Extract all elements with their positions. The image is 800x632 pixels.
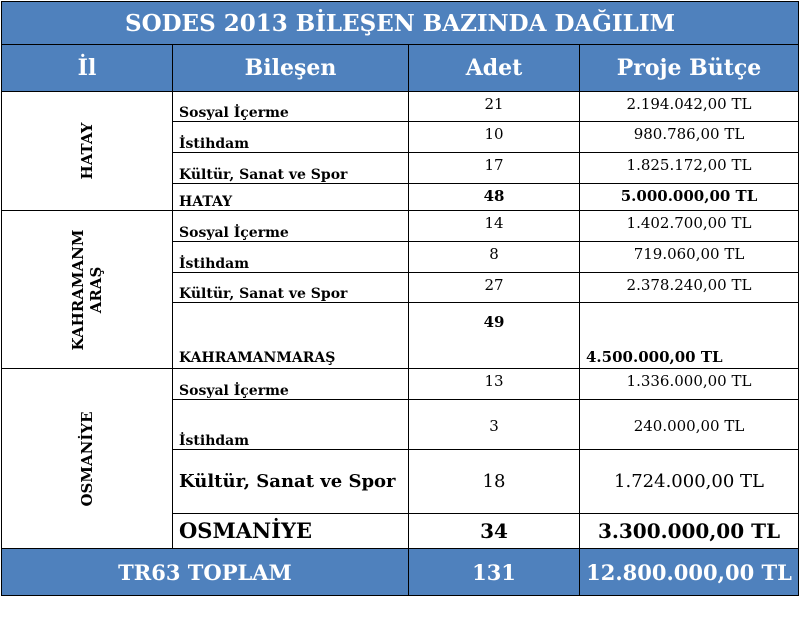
- adet-cell: 13: [409, 369, 580, 400]
- total-butce: 12.800.000,00 TL: [580, 549, 799, 596]
- subtotal-adet: 34: [409, 514, 580, 549]
- subtotal-adet: 48: [409, 184, 580, 211]
- sodes-distribution-table: [1, 1, 799, 596]
- subtotal-butce: 5.000.000,00 TL: [580, 184, 799, 211]
- subtotal-adet: 49: [409, 303, 580, 369]
- butce-cell: 2.378.240,00 TL: [580, 273, 799, 303]
- total-row: [2, 549, 799, 596]
- total-adet: 131: [409, 549, 580, 596]
- table-row: [2, 369, 799, 400]
- butce-cell: 719.060,00 TL: [580, 242, 799, 273]
- subtotal-label: OSMANİYE: [173, 514, 409, 549]
- header-il: İl: [2, 45, 173, 92]
- table-row: [2, 211, 799, 242]
- table-title: SODES 2013 BİLEŞEN BAZINDA DAĞILIM: [2, 2, 799, 45]
- butce-cell: 240.000,00 TL: [580, 400, 799, 450]
- province-label: KAHRAMANM ARAŞ: [69, 229, 105, 350]
- header-bilesen: Bileşen: [173, 45, 409, 92]
- adet-cell: 27: [409, 273, 580, 303]
- province-label: OSMANİYE: [78, 410, 96, 507]
- bilesen-cell: Kültür, Sanat ve Spor: [173, 273, 409, 303]
- adet-cell: 17: [409, 153, 580, 184]
- bilesen-cell: Sosyal İçerme: [173, 92, 409, 122]
- adet-cell: 8: [409, 242, 580, 273]
- bilesen-cell: İstihdam: [173, 122, 409, 153]
- bilesen-cell: İstihdam: [173, 400, 409, 450]
- bilesen-cell: Kültür, Sanat ve Spor: [173, 450, 409, 514]
- butce-cell: 980.786,00 TL: [580, 122, 799, 153]
- butce-cell: 1.402.700,00 TL: [580, 211, 799, 242]
- subtotal-butce: 4.500.000,00 TL: [580, 303, 799, 369]
- adet-cell: 18: [409, 450, 580, 514]
- header-butce: Proje Bütçe: [580, 45, 799, 92]
- province-label: HATAY: [78, 122, 96, 180]
- adet-cell: 14: [409, 211, 580, 242]
- butce-cell: 2.194.042,00 TL: [580, 92, 799, 122]
- subtotal-butce: 3.300.000,00 TL: [580, 514, 799, 549]
- table-row: [2, 92, 799, 122]
- province-cell-kahramanmaras: [2, 211, 173, 369]
- subtotal-label: KAHRAMANMARAŞ: [173, 303, 409, 369]
- province-cell-osmaniye: [2, 369, 173, 549]
- butce-cell: 1.724.000,00 TL: [580, 450, 799, 514]
- adet-cell: 10: [409, 122, 580, 153]
- total-label: TR63 TOPLAM: [2, 549, 409, 596]
- province-cell-hatay: [2, 92, 173, 211]
- butce-cell: 1.336.000,00 TL: [580, 369, 799, 400]
- bilesen-cell: İstihdam: [173, 242, 409, 273]
- butce-cell: 1.825.172,00 TL: [580, 153, 799, 184]
- adet-cell: 3: [409, 400, 580, 450]
- bilesen-cell: Sosyal İçerme: [173, 211, 409, 242]
- header-adet: Adet: [409, 45, 580, 92]
- bilesen-cell: Kültür, Sanat ve Spor: [173, 153, 409, 184]
- subtotal-label: HATAY: [173, 184, 409, 211]
- bilesen-cell: Sosyal İçerme: [173, 369, 409, 400]
- adet-cell: 21: [409, 92, 580, 122]
